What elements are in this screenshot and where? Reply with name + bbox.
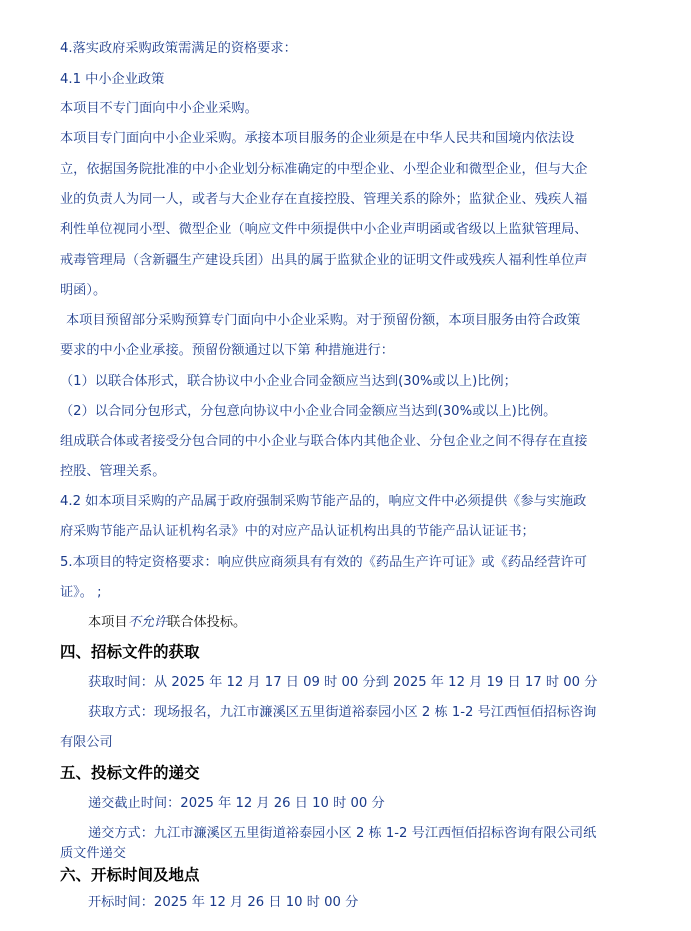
section-5-title: 五、投标文件的递交	[60, 764, 200, 782]
dedicated-sme-para-line: 戒毒管理局（含新疆生产建设兵团）出具的属于监狱企业的证明文件或残疾人福利性单位声	[60, 253, 588, 268]
dedicated-sme-para-line: 本项目专门面向中小企业采购。承接本项目服务的企业须是在中华人民共和国境内依法设	[60, 131, 575, 146]
opening-time: 开标时间：2025 年 12 月 26 日 10 时 00 分	[88, 895, 359, 910]
submit-method-line: 质文件递交	[60, 846, 126, 861]
req-4-2-line: 4.2 如本项目采购的产品属于政府强制采购节能产品的，响应文件中必须提供《参与实施政	[60, 494, 587, 509]
acquire-method-line: 有限公司	[60, 735, 113, 750]
req-5-line: 5.本项目的特定资格要求：响应供应商须具有有效的《药品生产许可证》或《药品经营许可	[60, 555, 587, 570]
not-dedicated-sme: 本项目不专门面向中小企业采购。	[60, 101, 258, 116]
consortium-statement	[88, 615, 246, 631]
measure-1: （1）以联合体形式，联合协议中小企业合同金额应当达到(30%或以上)比例；	[60, 374, 517, 389]
req-4-heading: 4.落实政府采购政策需满足的资格要求：	[60, 41, 297, 56]
reserved-share-para-line: 本项目预留部分采购预算专门面向中小企业采购。对于预留份额，本项目服务由符合政策	[66, 313, 581, 328]
measure-2: （2）以合同分包形式，分包意向协议中小企业合同金额应当达到(30%或以上)比例。	[60, 404, 557, 419]
reserved-share-para-line: 要求的中小企业承接。预留份额通过以下第 种措施进行：	[60, 343, 394, 358]
acquire-method-line: 获取方式：现场报名，九江市濂溪区五里街道裕泰园小区 2 栋 1-2 号江西恒佰招标咨询	[88, 705, 597, 720]
dedicated-sme-para-line: 明函）。	[60, 283, 107, 298]
req-5-line: 证》。 ;	[60, 585, 102, 600]
section-4-title: 四、招标文件的获取	[60, 643, 200, 661]
consortium-status: 不允许	[127, 615, 168, 630]
submit-deadline: 递交截止时间：2025 年 12 月 26 日 10 时 00 分	[88, 796, 385, 811]
consortium-prefix: 本项目	[88, 615, 128, 630]
section-6-title: 六、开标时间及地点	[60, 866, 200, 884]
dedicated-sme-para-line: 业的负责人为同一人，或者与大企业存在直接控股、管理关系的除外；监狱企业、残疾人福	[60, 192, 588, 207]
submit-method-line: 递交方式：九江市濂溪区五里街道裕泰园小区 2 栋 1-2 号江西恒佰招标咨询有限公司纸	[88, 826, 597, 841]
req-4-1-heading: 4.1 中小企业政策	[60, 72, 165, 87]
no-control-para-line: 组成联合体或者接受分包合同的中小企业与联合体内其他企业、分包企业之间不得存在直接	[60, 434, 588, 449]
acquire-time: 获取时间：从 2025 年 12 月 17 日 09 时 00 分到 2025 年 12 月 19 日 17 时 00 分	[88, 675, 598, 690]
dedicated-sme-para-line: 立，依据国务院批准的中小企业划分标准确定的中型企业、小型企业和微型企业，但与大企	[60, 162, 588, 177]
req-4-2-line: 府采购节能产品认证机构名录》中的对应产品认证机构出具的节能产品认证证书；	[60, 524, 535, 539]
consortium-suffix: 联合体投标。	[167, 615, 247, 630]
no-control-para-line: 控股、管理关系。	[60, 464, 166, 479]
dedicated-sme-para-line: 利性单位视同小型、微型企业（响应文件中须提供中小企业声明函或省级以上监狱管理局、	[60, 222, 588, 237]
